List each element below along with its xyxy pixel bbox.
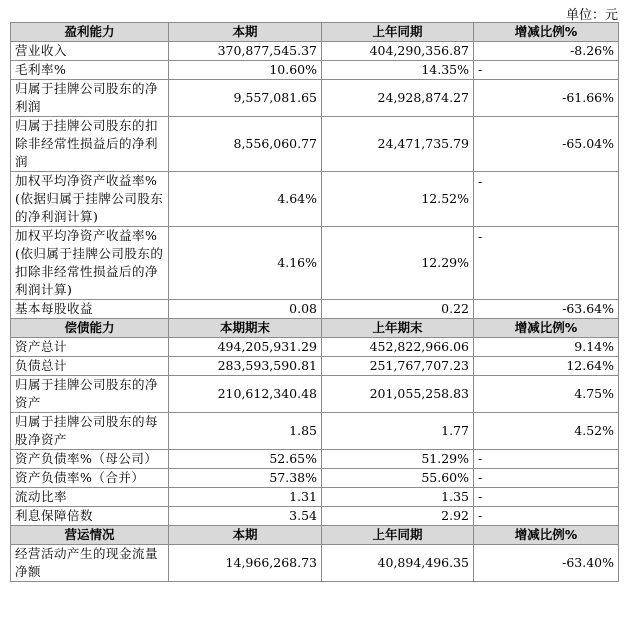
table-row	[11, 300, 619, 319]
section-header-profitability	[11, 23, 619, 42]
previous-value: 404,290,356.87	[322, 42, 474, 61]
current-value: 10.60%	[169, 61, 322, 80]
current-value: 4.16%	[169, 227, 322, 300]
table-row	[11, 338, 619, 357]
header-cell: 本期期末	[169, 319, 322, 338]
header-cell: 上年期末	[322, 319, 474, 338]
row-label: 利息保障倍数	[11, 507, 169, 526]
row-label: 负债总计	[11, 357, 169, 376]
header-cell: 增减比例%	[474, 319, 619, 338]
row-label: 经营活动产生的现金流量净额	[11, 545, 169, 582]
current-value: 3.54	[169, 507, 322, 526]
table-row	[11, 450, 619, 469]
row-label: 毛利率%	[11, 61, 169, 80]
change-value: -63.40%	[474, 545, 619, 582]
change-value: -	[474, 61, 619, 80]
previous-value: 1.77	[322, 413, 474, 450]
row-label: 归属于挂牌公司股东的扣除非经常性损益后的净利润	[11, 117, 169, 172]
table-row	[11, 172, 619, 227]
previous-value: 452,822,966.06	[322, 338, 474, 357]
table-row	[11, 357, 619, 376]
header-cell: 本期	[169, 23, 322, 42]
change-value: -	[474, 172, 619, 227]
row-label: 营业收入	[11, 42, 169, 61]
section-header-operations	[11, 526, 619, 545]
current-value: 1.85	[169, 413, 322, 450]
header-cell: 增减比例%	[474, 526, 619, 545]
change-value: -	[474, 450, 619, 469]
header-cell: 营运情况	[11, 526, 169, 545]
current-value: 8,556,060.77	[169, 117, 322, 172]
current-value: 4.64%	[169, 172, 322, 227]
change-value: 9.14%	[474, 338, 619, 357]
row-label: 归属于挂牌公司股东的每股净资产	[11, 413, 169, 450]
current-value: 494,205,931.29	[169, 338, 322, 357]
unit-label: 单位：元	[565, 8, 618, 23]
row-label: 加权平均净资产收益率%(依据归属于挂牌公司股东的净利润计算)	[11, 172, 169, 227]
header-cell: 偿债能力	[11, 319, 169, 338]
table-row	[11, 61, 619, 80]
change-value: 4.75%	[474, 376, 619, 413]
section-header-solvency	[11, 319, 619, 338]
change-value: -65.04%	[474, 117, 619, 172]
previous-value: 12.52%	[322, 172, 474, 227]
financial-indicators-table	[10, 22, 619, 582]
change-value: -	[474, 488, 619, 507]
row-label: 资产总计	[11, 338, 169, 357]
change-value: 4.52%	[474, 413, 619, 450]
change-value: 12.64%	[474, 357, 619, 376]
row-label: 资产负债率%（合并）	[11, 469, 169, 488]
row-label: 资产负债率%（母公司）	[11, 450, 169, 469]
change-value: -8.26%	[474, 42, 619, 61]
row-label: 基本每股收益	[11, 300, 169, 319]
previous-value: 12.29%	[322, 227, 474, 300]
current-value: 1.31	[169, 488, 322, 507]
previous-value: 24,471,735.79	[322, 117, 474, 172]
change-value: -63.64%	[474, 300, 619, 319]
previous-value: 1.35	[322, 488, 474, 507]
table-row	[11, 42, 619, 61]
change-value: -61.66%	[474, 80, 619, 117]
previous-value: 201,055,258.83	[322, 376, 474, 413]
previous-value: 40,894,496.35	[322, 545, 474, 582]
header-cell: 增减比例%	[474, 23, 619, 42]
current-value: 9,557,081.65	[169, 80, 322, 117]
table-row	[11, 227, 619, 300]
current-value: 14,966,268.73	[169, 545, 322, 582]
previous-value: 55.60%	[322, 469, 474, 488]
current-value: 370,877,545.37	[169, 42, 322, 61]
current-value: 52.65%	[169, 450, 322, 469]
change-value: -	[474, 469, 619, 488]
current-value: 57.38%	[169, 469, 322, 488]
previous-value: 14.35%	[322, 61, 474, 80]
row-label: 加权平均净资产收益率%(依归属于挂牌公司股东的扣除非经常性损益后的净利润计算)	[11, 227, 169, 300]
table-row	[11, 507, 619, 526]
previous-value: 251,767,707.23	[322, 357, 474, 376]
previous-value: 51.29%	[322, 450, 474, 469]
row-label: 流动比率	[11, 488, 169, 507]
row-label: 归属于挂牌公司股东的净资产	[11, 376, 169, 413]
table-row	[11, 545, 619, 582]
current-value: 0.08	[169, 300, 322, 319]
change-value: -	[474, 227, 619, 300]
previous-value: 24,928,874.27	[322, 80, 474, 117]
current-value: 283,593,590.81	[169, 357, 322, 376]
table-row	[11, 117, 619, 172]
table-row	[11, 469, 619, 488]
table-row	[11, 80, 619, 117]
table-row	[11, 413, 619, 450]
header-cell: 上年同期	[322, 23, 474, 42]
row-label: 归属于挂牌公司股东的净利润	[11, 80, 169, 117]
header-cell: 盈利能力	[11, 23, 169, 42]
previous-value: 0.22	[322, 300, 474, 319]
current-value: 210,612,340.48	[169, 376, 322, 413]
table-row	[11, 488, 619, 507]
change-value: -	[474, 507, 619, 526]
previous-value: 2.92	[322, 507, 474, 526]
header-cell: 本期	[169, 526, 322, 545]
table-row	[11, 376, 619, 413]
header-cell: 上年同期	[322, 526, 474, 545]
